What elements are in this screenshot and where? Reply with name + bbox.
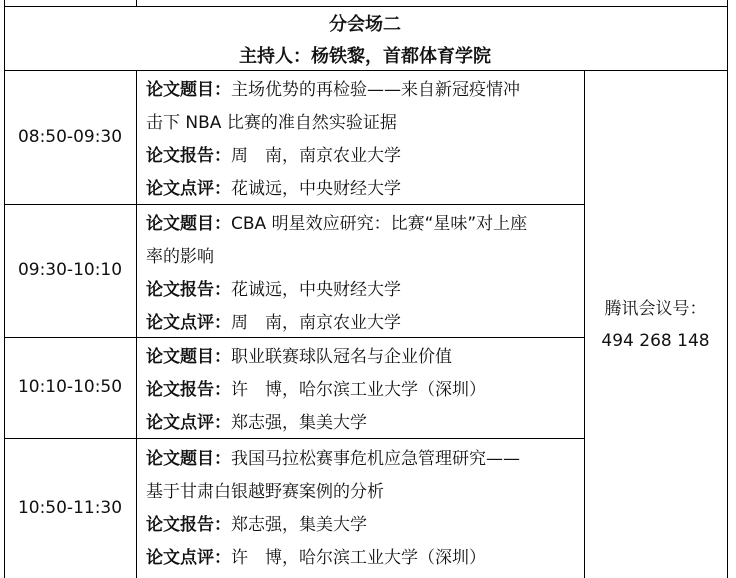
reviewer-line: [146, 307, 584, 340]
meeting-number: 494 268 148: [601, 331, 710, 351]
reviewer-label: 论文点评：: [146, 548, 231, 568]
reporter-line: [146, 509, 584, 542]
paper-title-line: [146, 74, 584, 107]
reviewer: 花诚远，中央财经大学: [231, 179, 401, 199]
session-time: 09:30-10:10: [17, 260, 123, 280]
reporter: 郑志强，集美大学: [231, 515, 367, 535]
session-time: 10:10-10:50: [17, 377, 123, 397]
session-time: 08:50-09:30: [17, 127, 123, 147]
reporter-line: [146, 274, 584, 307]
reporter-label: 论文报告：: [146, 515, 231, 535]
time-column-divider: [136, 70, 137, 578]
paper-title-label: 论文题目：: [146, 80, 231, 100]
info-column-divider: [584, 70, 585, 578]
paper-title-line: [146, 208, 584, 241]
paper-title: 职业联赛球队冠名与企业价值: [231, 347, 452, 367]
paper-title: 我国马拉松赛事危机应急管理研究——: [231, 449, 520, 469]
reporter-label: 论文报告：: [146, 280, 231, 300]
meeting-label: 腾讯会议号：: [604, 299, 707, 319]
reviewer: 郑志强，集美大学: [231, 413, 367, 433]
reporter: 许 博，哈尔滨工业大学（深圳）: [231, 380, 486, 400]
reviewer-label: 论文点评：: [146, 313, 231, 333]
reporter-label: 论文报告：: [146, 146, 231, 166]
paper-title: CBA 明星效应研究：比赛“星味”对上座: [231, 214, 528, 234]
paper-title-label: 论文题目：: [146, 449, 231, 469]
paper-title-continuation: 基于甘肃白银越野赛案例的分析: [146, 482, 384, 502]
reviewer-label: 论文点评：: [146, 413, 231, 433]
reporter-label: 论文报告：: [146, 380, 231, 400]
reviewer-line: [146, 542, 584, 575]
paper-title-continuation: 率的影响: [146, 247, 214, 267]
paper-title: 主场优势的再检验——来自新冠疫情冲: [231, 80, 520, 100]
paper-title-label: 论文题目：: [146, 214, 231, 234]
reporter-line: [146, 374, 584, 407]
reporter: 花诚远，中央财经大学: [231, 280, 401, 300]
reviewer-line: [146, 407, 584, 440]
session-title: 分会场二: [329, 14, 401, 35]
reporter-line: [146, 140, 584, 173]
session-time: 10:50-11:30: [17, 498, 123, 518]
paper-title-line: [146, 341, 584, 374]
reviewer: 周 南，南京农业大学: [231, 313, 401, 333]
top-rule: [4, 6, 727, 7]
paper-title-continuation: 击下 NBA 比赛的准自然实验证据: [146, 113, 397, 133]
paper-title-line: [146, 443, 584, 476]
reviewer: 许 博，哈尔滨工业大学（深圳）: [231, 548, 486, 568]
reporter: 周 南，南京农业大学: [231, 146, 401, 166]
paper-title-label: 论文题目：: [146, 347, 231, 367]
host-line: 主持人：杨铁黎，首都体育学院: [239, 46, 491, 67]
reviewer-label: 论文点评：: [146, 179, 231, 199]
reviewer-line: [146, 173, 584, 206]
